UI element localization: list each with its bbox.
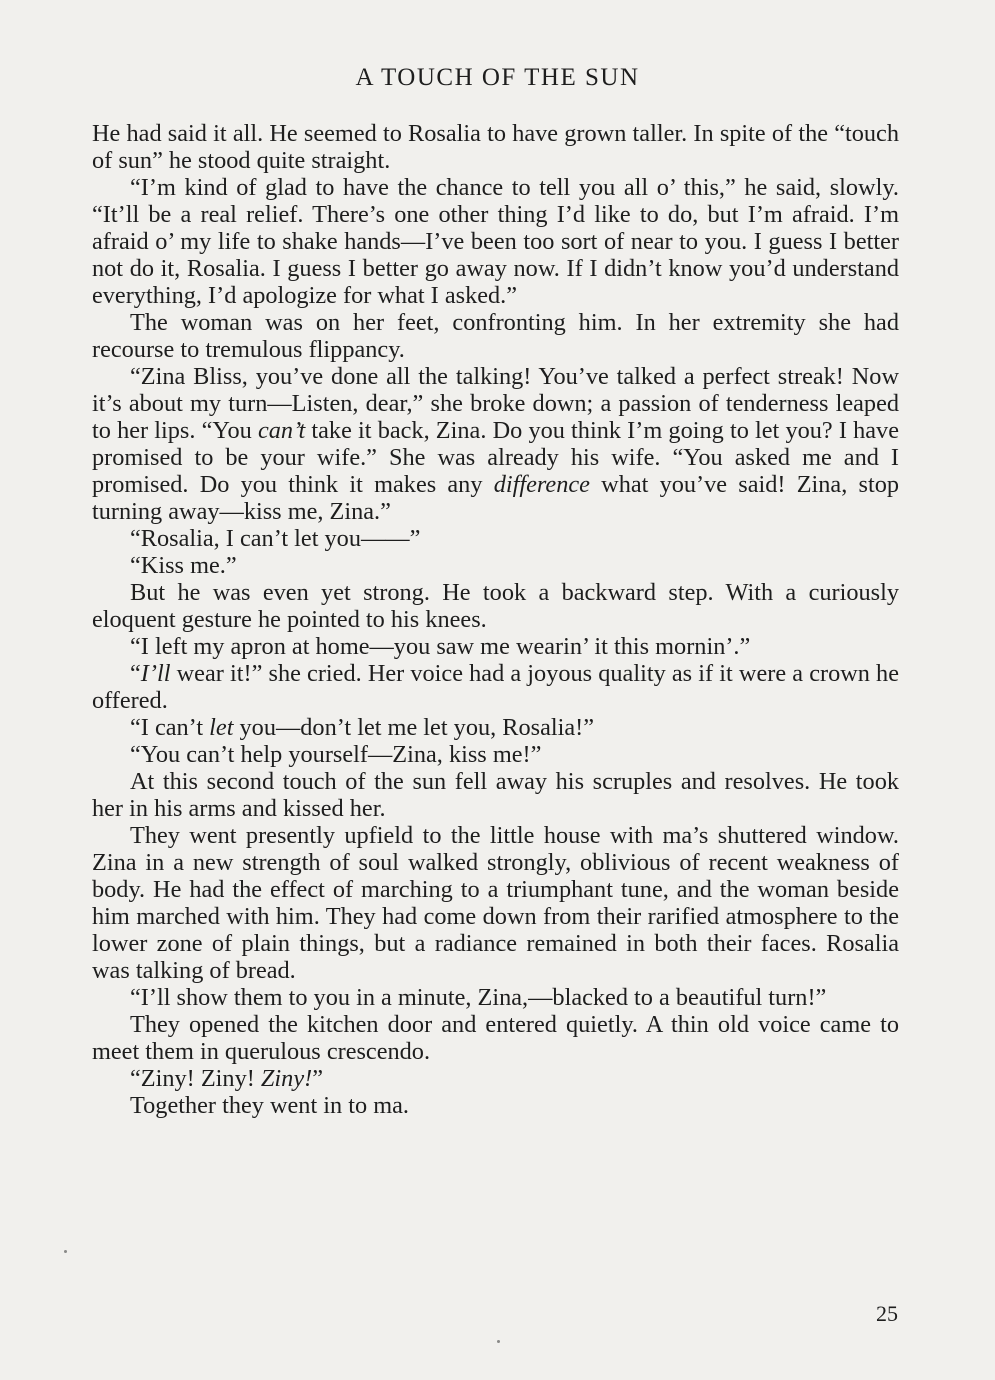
paragraph: “I’ll wear it!” she cried. Her voice had a joyous quality as if it were a crown he offered. [92,660,899,714]
paper-speck [64,1250,67,1253]
paragraph: The woman was on her feet, confronting him. In her extremity she had recourse to tremulous flippancy. [92,309,899,363]
paragraph: They opened the kitchen door and entered quietly. A thin old voice came to meet them in querulous crescendo. [92,1011,899,1065]
paragraph: “Ziny! Ziny! Ziny!” [130,1065,323,1092]
paragraph: “Zina Bliss, you’ve done all the talking! You’ve talked a perfect streak! Now it’s about my turn—Listen, dear,” she broke down; a passion of tenderness leaped to her lips. “You can’t take it back, Zina. Do you think I’m going to let you? I have promised to be your wife.” She was already his wife. “You asked me and I promised. Do you think it makes any difference what you’ve said! Zina, stop turning away—kiss me, Zina.” [92,363,899,525]
paragraph: He had said it all. He seemed to Rosalia to have grown taller. In spite of the “touch of sun” he stood quite straight. [92,120,899,174]
paragraph: “I’ll show them to you in a minute, Zina,—blacked to a beautiful turn!” [130,984,827,1011]
paragraph: “I’m kind of glad to have the chance to tell you all o’ this,” he said, slowly. “It’ll be a real relief. There’s one other thing I’d like to do, but I’m afraid. I’m afraid o’ my life to shake hands—I’ve been too sort of near to you. I guess I better not do it, Rosalia. I guess I better go away now. If I didn’t know you’d understand everything, I’d apologize for what I asked.” [92,174,899,309]
paragraph: “I left my apron at home—you saw me wearin’ it this mornin’.” [130,633,751,660]
paragraph: But he was even yet strong. He took a backward step. With a curiously eloquent gesture he pointed to his knees. [92,579,899,633]
paper-speck [497,1340,500,1343]
running-head: A TOUCH OF THE SUN [355,64,640,91]
paragraph: “Kiss me.” [130,552,237,579]
paragraph: At this second touch of the sun fell away his scruples and resolves. He took her in his arms and kissed her. [92,768,899,822]
paragraph: “Rosalia, I can’t let you——” [130,525,421,552]
paragraph: “I can’t let you—don’t let me let you, Rosalia!” [130,714,595,741]
body-text [92,120,899,1119]
paragraph: They went presently upfield to the little house with ma’s shuttered window. Zina in a new strength of soul walked strongly, oblivious of recent weakness of body. He had the effect of marching to a triumphant tune, and the woman beside him marched with him. They had come down from their rarified atmosphere to the lower zone of plain things, but a radiance remained in both their faces. Rosalia was talking of bread. [92,822,899,984]
paragraph: Together they went in to ma. [130,1092,409,1119]
paragraph: “You can’t help yourself—Zina, kiss me!” [130,741,542,768]
page-number: 25 [876,1301,898,1326]
